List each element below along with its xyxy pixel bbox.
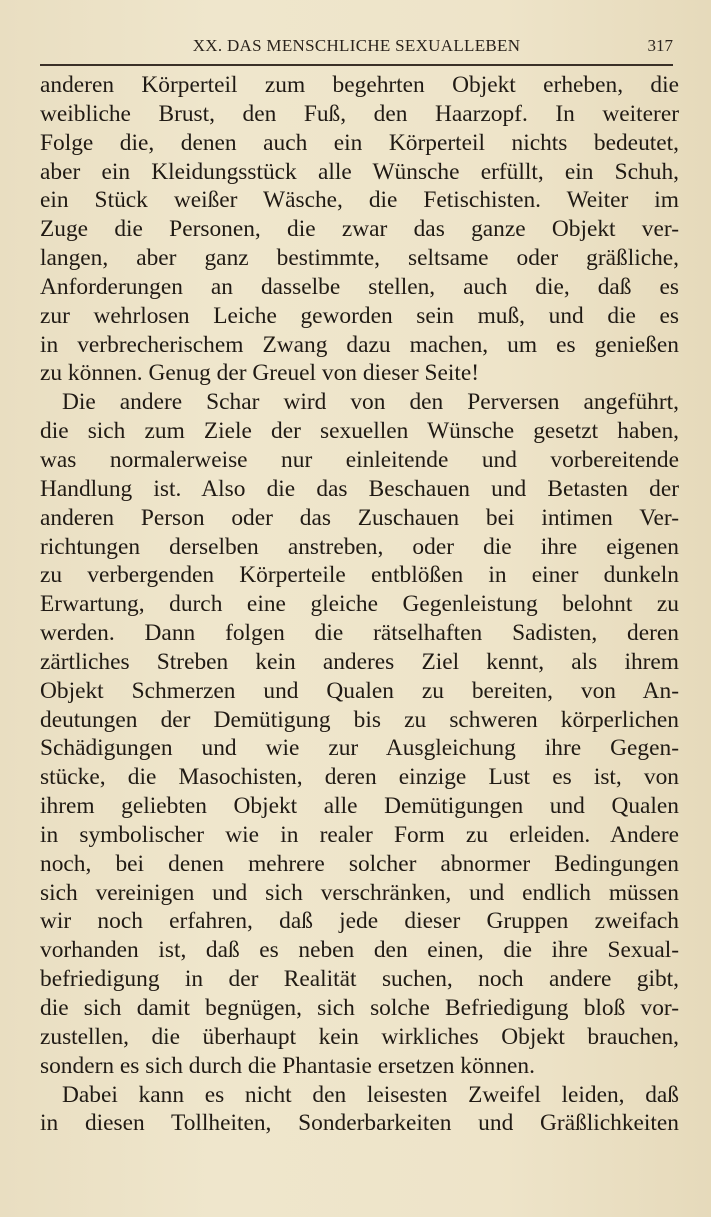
- running-title: XX. DAS MENSCHLICHE SEXUALLEBEN: [192, 36, 521, 55]
- text-line: Objekt Schmerzen und Qualen zu bereiten, von An-: [40, 677, 679, 704]
- text-line: ihrem geliebten Objekt alle Demütigungen und Qualen: [40, 793, 679, 820]
- text-line: zur wehrlosen Leiche geworden sein muß, und die es: [40, 302, 679, 329]
- text-line: Anforderungen an dasselbe stellen, auch die, daß es: [40, 273, 679, 300]
- header-rule: [40, 64, 673, 66]
- text-line: in verbrecherischem Zwang dazu machen, um es genießen: [40, 331, 679, 358]
- text-line: die sich zum Ziele der sexuellen Wünsche gesetzt haben,: [40, 418, 679, 445]
- text-line: stücke, die Masochisten, deren einzige Lust es ist, von: [40, 764, 679, 791]
- page-header: [40, 36, 673, 62]
- text-line: anderen Körperteil zum begehrten Objekt erheben, die: [40, 72, 679, 98]
- text-line: Dabei kann es nicht den leisesten Zweifel leiden, daß: [62, 1081, 679, 1108]
- text-line: Erwartung, durch eine gleiche Gegenleistung belohnt zu: [40, 591, 679, 618]
- text-line: anderen Person oder das Zuschauen bei intimen Ver-: [40, 504, 679, 531]
- text-line: richtungen derselben anstreben, oder die ihre eigenen: [40, 533, 679, 560]
- text-line: sich vereinigen und sich verschränken, und endlich müssen: [40, 879, 679, 906]
- text-line: Folge die, denen auch ein Körperteil nichts bedeutet,: [40, 129, 679, 156]
- text-line: werden. Dann folgen die rätselhaften Sadisten, deren: [40, 620, 679, 647]
- text-line: zärtliches Streben kein anderes Ziel kennt, als ihrem: [40, 648, 679, 675]
- text-line: Zuge die Personen, die zwar das ganze Objekt ver-: [40, 216, 679, 243]
- text-line: in symbolischer wie in realer Form zu erleiden. Andere: [40, 821, 679, 848]
- text-line: Die andere Schar wird von den Perversen angeführt,: [62, 389, 679, 416]
- text-line: wir noch erfahren, daß jede dieser Gruppen zweifach: [40, 908, 679, 935]
- text-line: aber ein Kleidungsstück alle Wünsche erfüllt, ein Schuh,: [40, 158, 679, 185]
- text-line: zustellen, die überhaupt kein wirkliches Objekt brauchen,: [40, 1023, 679, 1050]
- text-line: zu können. Genug der Greuel von dieser Seite!: [40, 360, 480, 387]
- text-line: vorhanden ist, daß es neben den einen, die ihre Sexual-: [40, 937, 679, 964]
- text-line: in diesen Tollheiten, Sonderbarkeiten und Gräßlichkeiten: [40, 1110, 679, 1137]
- body-text: [40, 71, 679, 1138]
- text-line: sondern es sich durch die Phantasie ersetzen können.: [40, 1052, 535, 1079]
- text-line: zu verbergenden Körperteile entblößen in einer dunkeln: [40, 562, 679, 589]
- page-number: 317: [647, 36, 673, 55]
- text-line: Handlung ist. Also die das Beschauen und Betasten der: [40, 475, 679, 502]
- text-line: langen, aber ganz bestimmte, seltsame oder gräßliche,: [40, 245, 679, 272]
- text-line: ein Stück weißer Wäsche, die Fetischisten. Weiter im: [40, 187, 679, 214]
- text-line: Schädigungen und wie zur Ausgleichung ihre Gegen-: [40, 735, 679, 762]
- text-line: befriedigung in der Realität suchen, noch andere gibt,: [40, 966, 679, 993]
- text-line: noch, bei denen mehrere solcher abnormer Bedingungen: [40, 850, 679, 877]
- text-line: weibliche Brust, den Fuß, den Haarzopf. In weiterer: [40, 100, 679, 127]
- text-line: was normalerweise nur einleitende und vorbereitende: [40, 446, 679, 473]
- text-line: die sich damit begnügen, sich solche Befriedigung bloß vor-: [40, 995, 679, 1021]
- text-line: deutungen der Demütigung bis zu schweren körperlichen: [40, 706, 679, 733]
